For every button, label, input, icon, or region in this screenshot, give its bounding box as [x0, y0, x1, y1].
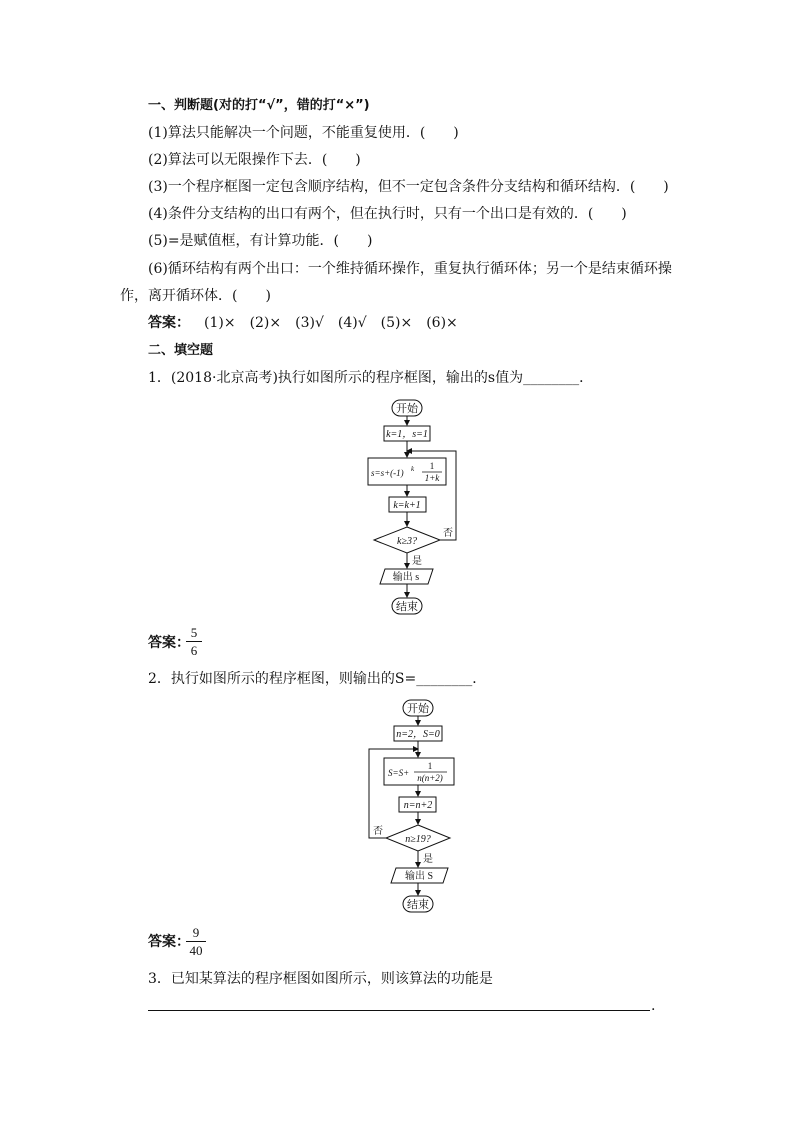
flowchart-2	[364, 697, 464, 915]
loop-back-line	[369, 749, 418, 838]
inc-label: k=k+1	[393, 500, 421, 511]
judge-item-2: (2)算法可以无限操作下去．( )	[148, 152, 361, 168]
section1-heading: 一、判断题(对的打“√”，错的打“×”)	[148, 98, 370, 113]
body-frac-den: 1+k	[424, 473, 440, 483]
cond-label: k≥3?	[397, 536, 417, 547]
init-label: n=2，S=0	[396, 729, 440, 740]
init-label: k=1，s=1	[386, 429, 428, 440]
q1-answer-denominator: 6	[190, 643, 198, 658]
yes-label: 是	[423, 854, 433, 865]
q3-tail: .	[651, 998, 656, 1014]
start-label: 开始	[396, 403, 418, 415]
output-label: 输出 S	[404, 871, 434, 882]
question-1-text: 1．(2018·北京高考)执行如图所示的程序框图，输出的s值为________．	[148, 370, 594, 386]
yes-label: 是	[412, 556, 422, 567]
body-frac-num: 1	[429, 461, 435, 471]
answer-2: (2)×	[249, 315, 282, 331]
judge-answers	[148, 314, 458, 332]
no-label: 否	[373, 826, 383, 837]
q2-answer-fraction	[186, 924, 206, 959]
body-prefix: S=S+	[388, 768, 410, 778]
q2-answer-denominator: 40	[189, 943, 203, 958]
inc-label: n=n+2	[403, 800, 433, 811]
answer-1: (1)×	[204, 315, 236, 331]
q2-answer-numerator: 9	[186, 924, 206, 942]
flowchart-1	[360, 396, 470, 618]
answer-3: (3)√	[295, 315, 324, 331]
answer-6: (6)×	[426, 315, 458, 331]
question-2-text: 2．执行如图所示的程序框图，则输出的S=________．	[148, 671, 487, 687]
q1-answer-fraction	[186, 624, 202, 659]
cond-label: n≥19?	[405, 834, 431, 845]
judge-item-3: (3)一个程序框图一定包含顺序结构，但不一定包含条件分支结构和循环结构．( )	[148, 179, 669, 195]
q1-answer-numerator: 5	[186, 624, 202, 642]
body-frac-num: 1	[427, 761, 433, 771]
start-label: 开始	[407, 703, 429, 715]
judge-item-1: (1)算法只能解决一个问题，不能重复使用．( )	[148, 125, 459, 141]
output-label: 输出 s	[392, 572, 420, 583]
section2-heading: 二、填空题	[148, 343, 214, 358]
judge-item-6: (6)循环结构有两个出口：一个维持循环操作，重复执行循环体；另一个是结束循环操	[148, 261, 672, 277]
question-3-text: 3．已知某算法的程序框图如图所示，则该算法的功能是	[148, 971, 493, 987]
body-prefix: s=s+(-1)	[371, 468, 404, 478]
judge-item-6-cont: 作，离开循环体．( )	[120, 288, 271, 304]
answer-5: (5)×	[380, 315, 413, 331]
no-label: 否	[443, 528, 453, 539]
answer-label: 答案：	[148, 315, 190, 331]
end-label: 结束	[407, 899, 429, 911]
answer-blank-line	[148, 1010, 650, 1011]
q2-answer-label: 答案：	[148, 934, 190, 950]
end-label: 结束	[396, 601, 418, 613]
q1-answer-label: 答案：	[148, 635, 190, 651]
judge-item-4: (4)条件分支结构的出口有两个，但在执行时，只有一个出口是有效的．( )	[148, 206, 627, 222]
body-exp: k	[411, 465, 415, 473]
judge-item-5: (5)=是赋值框，有计算功能．( )	[148, 233, 373, 249]
body-frac-den: n(n+2)	[417, 773, 443, 783]
answer-4: (4)√	[337, 315, 367, 331]
